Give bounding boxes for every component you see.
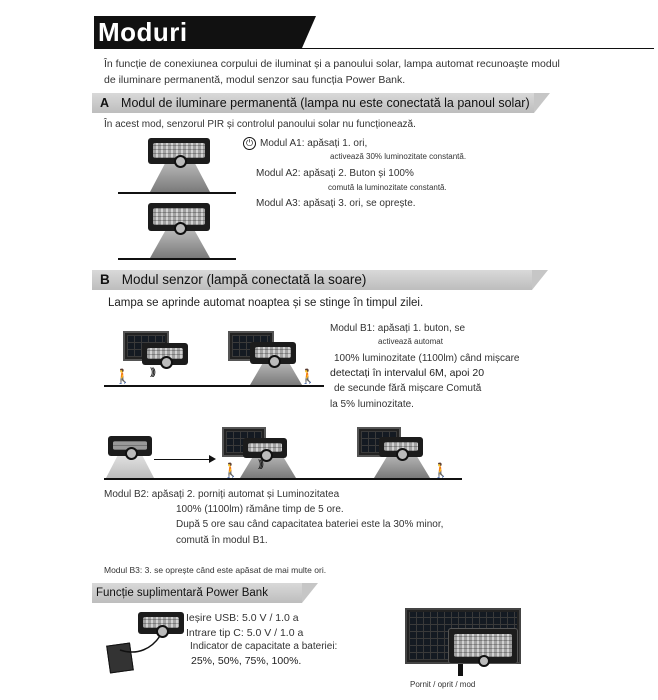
intro-text: În funcție de conexiunea corpului de iluminat și a panoului solar, lampa automat recunoaște modul de iluminare permanentă, modul senzor sau funcția Power Bank. <box>104 58 560 86</box>
mode-b1-line1: Modul B1: apăsați 1. buton, se <box>330 323 466 334</box>
section-a-heading: A Modul de iluminare permanentă (lampa nu este conectată la panoul solar) <box>100 96 530 110</box>
page-title: Moduri <box>98 17 188 47</box>
motion-wave-icon: ))) <box>150 367 154 378</box>
usb-cable <box>118 628 178 658</box>
motion-wave-icon: ))) <box>258 459 262 470</box>
floodlight-lamp <box>448 628 518 664</box>
floodlight-lamp <box>243 438 287 458</box>
battery-indicator-label: Indicator de capacitate a bateriei: <box>190 641 338 652</box>
power-icon: ⏻ <box>243 137 256 150</box>
sequence-arrow <box>154 459 214 460</box>
usb-output-text: Ieșire USB: 5.0 V / 1.0 a <box>186 612 299 624</box>
product-caption: Pornit / oprit / mod <box>410 680 476 689</box>
mode-a2-line2: comută la luminozitate constantă. <box>328 183 447 192</box>
mode-b3-text: Modul B3: 3. se oprește când este apăsat de mai multe ori. <box>104 565 327 575</box>
ground-line <box>118 192 236 194</box>
section-c-heading: Funcție suplimentară Power Bank <box>96 587 268 599</box>
mode-a3-line1: Modul A3: apăsați 3. ori, se oprește. <box>256 198 416 209</box>
floodlight-lamp <box>379 437 423 457</box>
mode-b1-line4: detectați în intervalul 6M, apoi 20 <box>330 367 485 379</box>
walking-person-icon: 🚶 <box>114 368 132 384</box>
ground-line <box>118 258 236 260</box>
mode-b1-line6: la 5% luminozitate. <box>330 399 414 410</box>
mode-b1-line5: de secunde fără mișcare Comută <box>334 383 482 394</box>
floodlight-lamp <box>142 343 188 365</box>
section-b-heading: B Modul senzor (lampă conectată la soare) <box>100 272 367 287</box>
mode-b1-line3: 100% luminozitate (1100lm) când mișcare <box>334 353 520 364</box>
floodlight-lamp <box>250 342 296 364</box>
floodlight-lamp <box>148 138 210 164</box>
typec-input-text: Intrare tip C: 5.0 V / 1.0 a <box>186 627 304 639</box>
walking-person-icon: 🚶 <box>432 462 450 478</box>
ground-line <box>104 385 324 387</box>
mode-a2-line1: Modul A2: apăsați 2. Buton și 100% <box>256 168 414 179</box>
mode-a1-line2: activează 30% luminozitate constantă. <box>330 152 467 161</box>
walking-person-icon: 🚶 <box>222 462 240 478</box>
section-a-description: În acest mod, senzorul PIR și controlul panoului solar nu funcționează. <box>104 119 416 130</box>
walking-person-icon: 🚶 <box>299 368 317 384</box>
floodlight-lamp <box>148 203 210 231</box>
title-underline <box>94 48 654 49</box>
mode-b2-line1: Modul B2: apăsați 2. porniți automat și Luminozitatea <box>104 489 340 500</box>
ground-line <box>104 478 462 480</box>
mode-a1-line1: Modul A1: apăsați 1. ori, <box>260 138 368 149</box>
floodlight-lamp <box>108 436 152 456</box>
mode-b2-line2: 100% (1100lm) rămâne timp de 5 ore. <box>176 504 344 515</box>
mode-b2-line4: comută în modul B1. <box>176 535 268 546</box>
section-b-description: Lampa se aprinde automat noaptea și se stinge în timpul zilei. <box>108 297 424 309</box>
cable <box>458 664 463 676</box>
mode-b2-line3: După 5 ore sau când capacitatea bateriei este la 30% minor, <box>176 519 444 530</box>
battery-levels: 25%, 50%, 75%, 100%. <box>191 655 302 667</box>
mode-b1-line2: activează automat <box>378 337 443 346</box>
